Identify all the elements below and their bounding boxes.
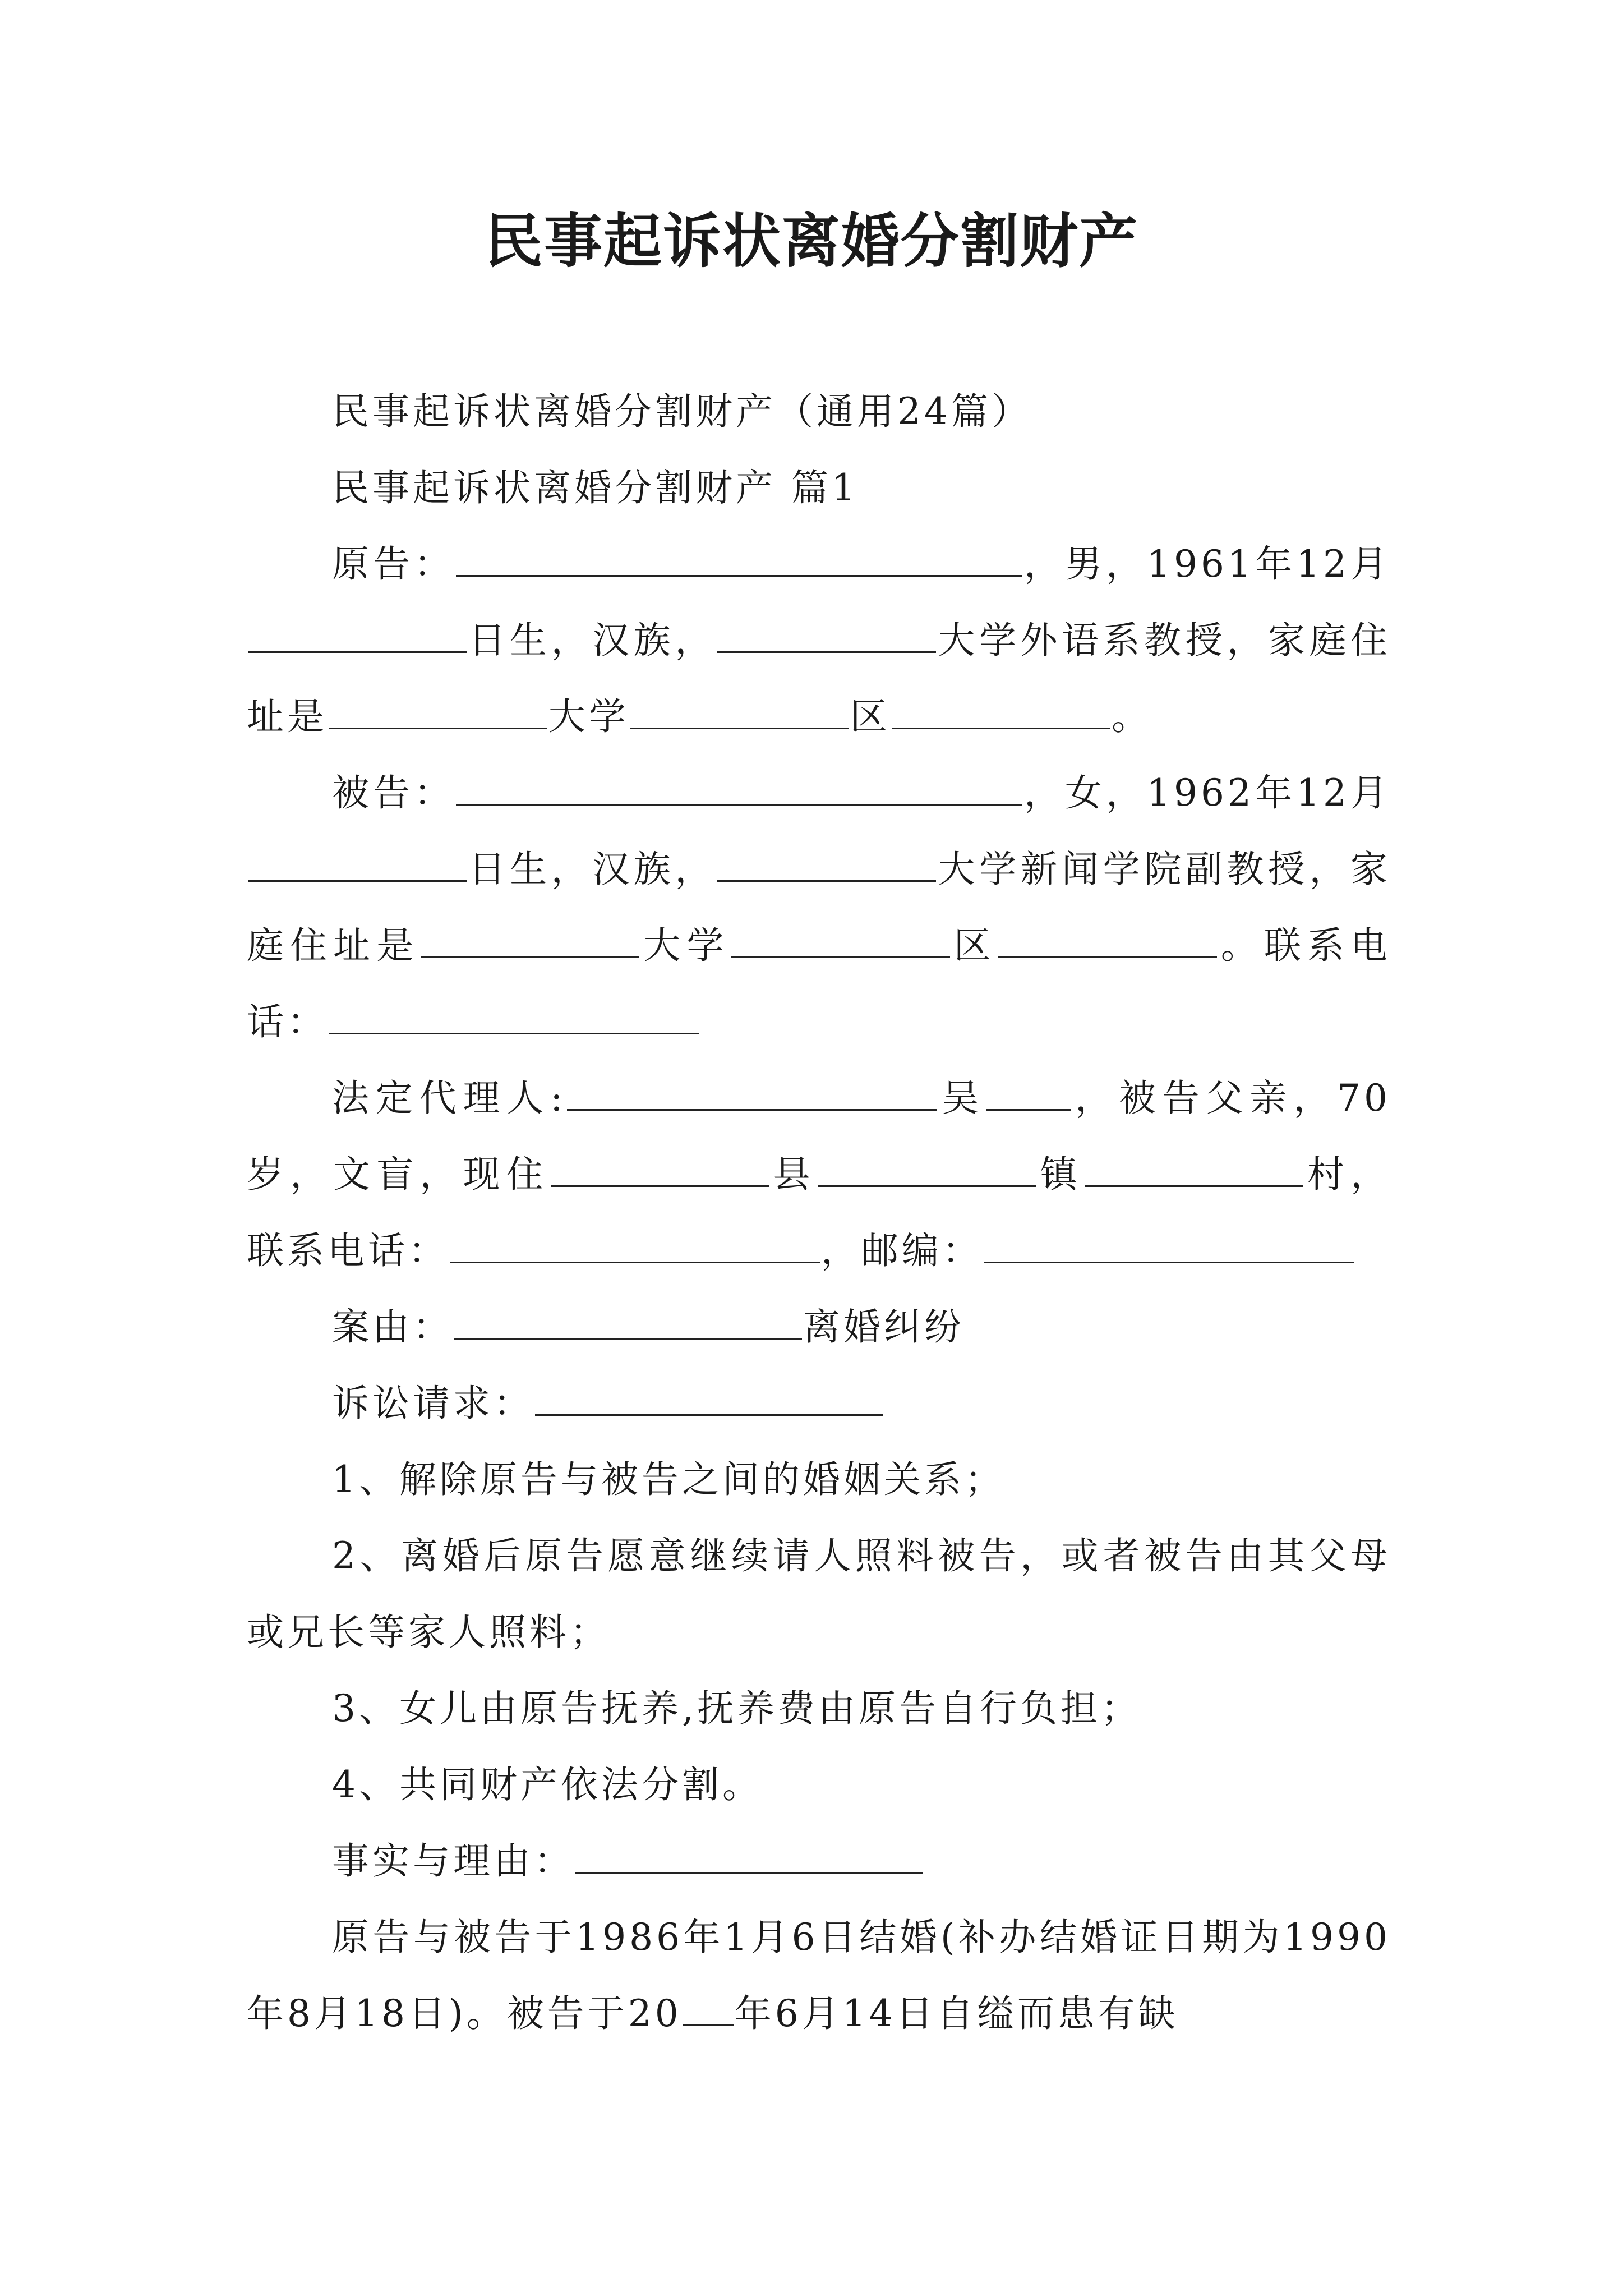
- facts-blank: [575, 1835, 923, 1874]
- agent-text-3: 县: [770, 1153, 817, 1196]
- claim-item-3: 3、女儿由原告抚养,抚养费由原告自行负担；: [332, 1687, 1141, 1730]
- plaintiff-text-4: 大学: [548, 695, 629, 738]
- defendant-day-blank: [248, 843, 467, 882]
- defendant-text-2: 日生，汉族，: [468, 848, 716, 891]
- facts-year-blank: [683, 1987, 734, 2026]
- facts-label: 事实与理由：: [332, 1839, 574, 1883]
- facts-text-2: 年6月14日自缢而患有缺: [734, 1992, 1179, 2035]
- agent-county-blank: [551, 1148, 769, 1187]
- chapter-heading: 民事起诉状离婚分割财产 篇1: [332, 466, 859, 509]
- case-label: 案由：: [332, 1305, 453, 1349]
- agent-text-6: ，邮编：: [821, 1229, 983, 1272]
- agent-label: 法定代理人:: [332, 1076, 566, 1120]
- defendant-label: 被告：: [332, 771, 455, 815]
- plaintiff-text-3: 大学外语系教授，家庭住址是: [247, 619, 1391, 738]
- facts-heading: [247, 1823, 1391, 1899]
- subtitle-paragraph: 民事起诉状离婚分割财产（通用24篇）: [332, 390, 1032, 433]
- plaintiff-paragraph: [247, 526, 1391, 755]
- plaintiff-address-blank-2: [630, 691, 849, 729]
- defendant-phone-blank: [329, 996, 699, 1034]
- defendant-name-blank: [456, 767, 1022, 806]
- defendant-text-3: 大学新闻学院副教授，家庭住址是: [247, 848, 1391, 967]
- agent-text-1: 吴: [938, 1076, 986, 1120]
- case-value: 离婚纠纷: [803, 1305, 965, 1349]
- claim-item-1: 1、解除原告与被告之间的婚姻关系；: [332, 1458, 1005, 1501]
- facts-paragraph: [247, 1899, 1391, 2052]
- plaintiff-label: 原告：: [332, 542, 455, 586]
- plaintiff-university-blank: [717, 614, 936, 653]
- plaintiff-text-1: ，男，1961年12月: [1023, 542, 1391, 586]
- plaintiff-text-2: 日生，汉族，: [468, 619, 716, 662]
- defendant-address-blank-1: [421, 919, 639, 958]
- defendant-text-1: ，女，1962年12月: [1023, 771, 1391, 815]
- claim-item-4: 4、共同财产依法分割。: [332, 1763, 763, 1806]
- case-blank: [454, 1301, 802, 1340]
- facts-text-1: 原告与被告于1986年1月6日结婚(补办结婚证日期为1990年8月18日)。被告于20: [247, 1916, 1391, 2035]
- agent-text-4: 镇: [1037, 1153, 1083, 1196]
- agent-zip-blank: [984, 1225, 1354, 1263]
- defendant-paragraph: [247, 755, 1391, 1060]
- defendant-address-blank-3: [998, 919, 1217, 958]
- defendant-text-5: 区: [951, 924, 997, 967]
- agent-village-blank: [1085, 1148, 1303, 1187]
- defendant-address-blank-2: [731, 919, 950, 958]
- agent-name-blank: [567, 1072, 937, 1111]
- agent-text-5: 村，联系电话：: [247, 1153, 1391, 1272]
- plaintiff-day-blank: [248, 614, 467, 653]
- claim-item-2: 2、离婚后原告愿意继续请人照料被告，或者被告由其父母或兄长等家人照料；: [247, 1534, 1391, 1654]
- defendant-text-6: 。联系电话：: [247, 924, 1391, 1043]
- defendant-university-blank: [717, 843, 936, 882]
- agent-text-2: ，被告父亲，70岁，文盲，现住: [247, 1076, 1391, 1196]
- claims-heading: [247, 1365, 1391, 1442]
- claims-label: 诉讼请求：: [332, 1382, 534, 1425]
- agent-given-name-blank: [986, 1072, 1071, 1111]
- document-title: 民事起诉状离婚分割财产: [484, 207, 1138, 275]
- plaintiff-name-blank: [456, 538, 1022, 577]
- agent-phone-blank: [450, 1225, 820, 1263]
- plaintiff-address-blank-1: [329, 691, 547, 729]
- claims-blank: [535, 1377, 883, 1416]
- case-paragraph: [247, 1289, 1391, 1365]
- defendant-text-4: 大学: [640, 924, 730, 967]
- agent-paragraph: [247, 1060, 1391, 1289]
- agent-town-blank: [818, 1148, 1036, 1187]
- plaintiff-text-6: 。: [1112, 695, 1152, 738]
- plaintiff-text-5: 区: [850, 695, 891, 738]
- plaintiff-address-blank-3: [892, 691, 1110, 729]
- document-body: [247, 374, 1391, 2052]
